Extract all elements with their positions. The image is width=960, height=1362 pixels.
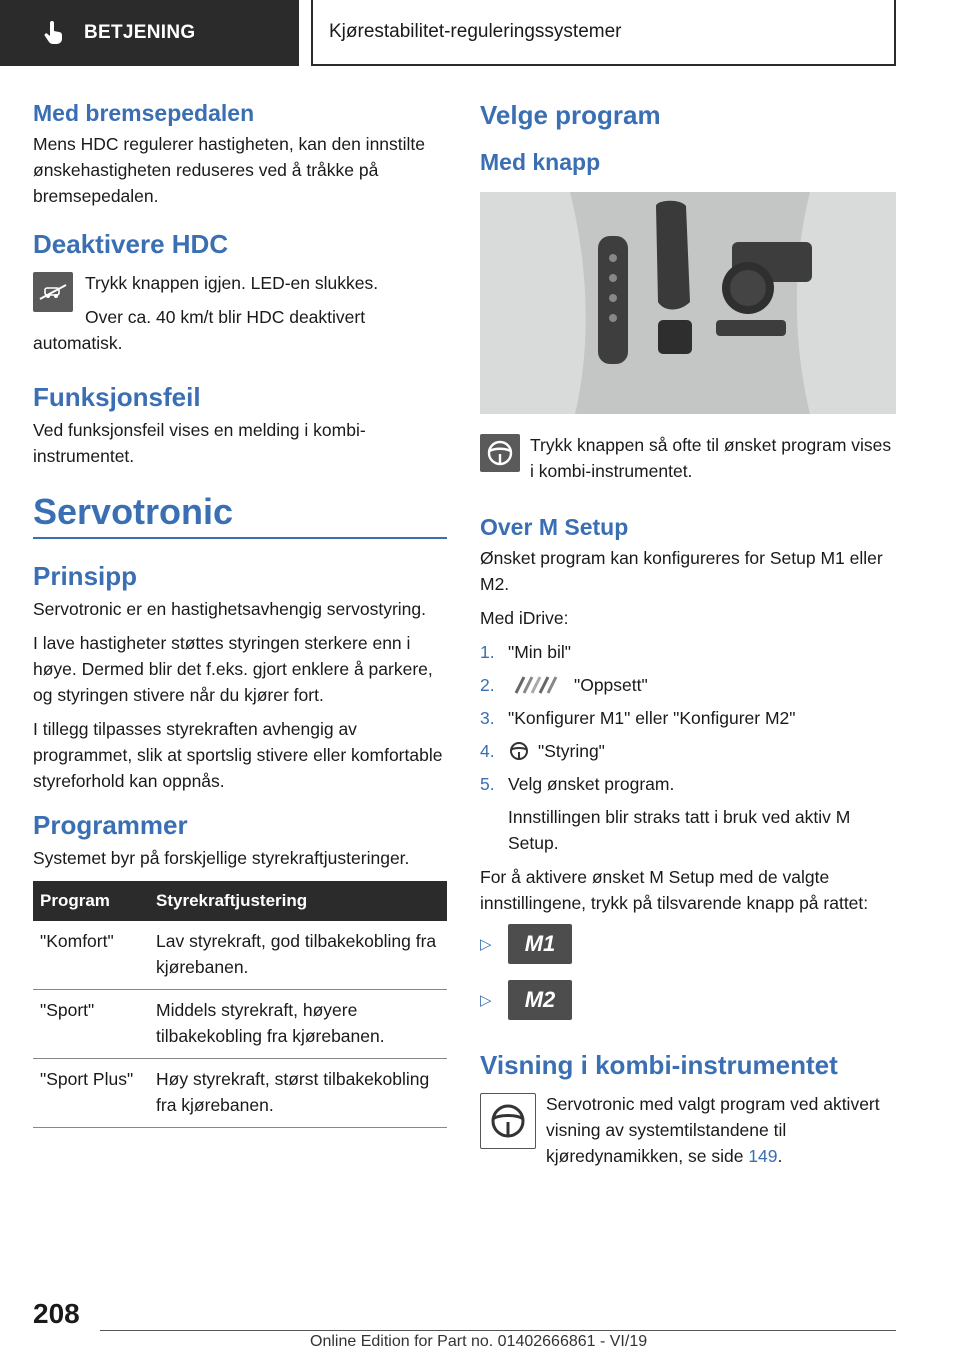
idrive-label: Med iDrive: xyxy=(480,608,569,628)
steering-wheel-icon xyxy=(480,434,520,472)
m1-button-icon: M1 xyxy=(508,924,572,964)
steering-wheel-small-icon xyxy=(508,741,530,761)
principle-p2: I lave hastigheter støttes styringen sterkere enn i høye. Dermed blir det f.eks. gjort enklere å parkere, og styringen stivere når du kjører fort. xyxy=(33,633,433,705)
list-item: 4. "Styring" xyxy=(480,741,605,761)
msetup-heading: Over M Setup xyxy=(480,514,629,540)
step5-note: Innstillingen blir straks tatt i bruk ved aktiv M Setup. xyxy=(508,807,851,853)
edition-text: Online Edition for Part no. 01402666861 - VI/19 xyxy=(310,1333,648,1350)
msetup-text: Ønsket program kan konfigureres for Setup M1 eller M2. xyxy=(480,548,883,594)
list-item: 5. Velg ønsket program. xyxy=(480,774,675,794)
programs-table xyxy=(33,881,447,1128)
display-text: Servotronic med valgt program ved aktivert visning av systemtilstandene til kjøredynamikken, se side 149. xyxy=(546,1094,880,1166)
fault-heading: Funksjonsfeil xyxy=(33,382,201,412)
table-row xyxy=(33,990,447,1059)
programs-heading: Programmer xyxy=(33,810,188,840)
m1-item: ▷ M1 xyxy=(480,924,896,964)
program-cell: "Sport Plus" xyxy=(33,1059,149,1128)
program-cell: "Sport" xyxy=(33,990,149,1059)
button-text: Trykk knappen så ofte til ønsket program vises i kombi-instrumentet. xyxy=(530,435,892,481)
with-button-heading: Med knapp xyxy=(480,149,601,175)
desc-cell: Middels styrekraft, høyere tilbakekobling fra kjørebanen. xyxy=(149,990,447,1059)
principle-p3: I tillegg tilpasses styrekraften avhengig av programmet, slik at sportslig stivere eller komfortable styreforhold kan oppnås. xyxy=(33,719,443,791)
desc-cell: Høy styrekraft, størst tilbakekobling fra kjørebanen. xyxy=(149,1059,447,1128)
steering-wheel-display-icon xyxy=(480,1093,536,1149)
hdc-icon xyxy=(33,272,73,312)
section-title: BETJENING xyxy=(84,22,196,43)
page-link[interactable]: 149 xyxy=(748,1146,778,1166)
page-header xyxy=(0,0,960,66)
table-row xyxy=(33,1059,447,1128)
fault-text: Ved funksjonsfeil vises en melding i kombi-instrumentet. xyxy=(33,420,366,466)
center-console-photo xyxy=(480,192,896,414)
hand-pointer-icon xyxy=(44,21,64,45)
console-illustration xyxy=(480,192,896,414)
table-row xyxy=(33,921,447,990)
col-header-steering: Styrekraftjustering xyxy=(149,881,447,921)
m2-item: ▷ M2 xyxy=(480,980,896,1020)
right-column xyxy=(480,100,896,1177)
deactivate-text-1: Trykk knappen igjen. LED-en slukkes. xyxy=(85,273,379,293)
chapter-title: Kjørestabilitet-reguleringssystemer xyxy=(329,21,622,42)
desc-cell: Lav styrekraft, god tilbakekobling fra kjørebanen. xyxy=(149,921,447,990)
settings-stripes-icon xyxy=(510,675,564,695)
servotronic-title: Servotronic xyxy=(33,491,447,539)
display-heading: Visning i kombi-instrumentet xyxy=(480,1050,838,1080)
chapter-box xyxy=(311,0,896,66)
m2-button-icon: M2 xyxy=(508,980,572,1020)
brake-heading: Med bremsepedalen xyxy=(33,100,255,126)
col-header-program: Program xyxy=(33,881,149,921)
principle-p1: Servotronic er en hastighetsavhengig servostyring. xyxy=(33,599,426,619)
idrive-steps xyxy=(480,639,896,797)
brake-text: Mens HDC regulerer hastigheten, kan den innstilte ønskehastigheten reduseres ved å tråkke på bremsepedalen. xyxy=(33,134,426,206)
list-item: 1. "Min bil" xyxy=(480,642,571,662)
section-tab xyxy=(0,0,299,66)
deactivate-heading: Deaktivere HDC xyxy=(33,229,229,259)
principle-heading: Prinsipp xyxy=(33,561,138,591)
select-program-heading: Velge program xyxy=(480,100,661,130)
activate-text: For å aktivere ønsket M Setup med de valgte innstillingene, trykk på tilsvarende knapp på rattet: xyxy=(480,867,869,913)
list-item: 3. "Konfigurer M1" eller "Konfigurer M2" xyxy=(480,708,796,728)
left-column xyxy=(33,100,447,1128)
footer-divider xyxy=(100,1330,896,1331)
program-cell: "Komfort" xyxy=(33,921,149,990)
programs-text: Systemet byr på forskjellige styrekraftjusteringer. xyxy=(33,848,410,868)
list-item: 2. "Oppsett" xyxy=(480,675,648,695)
deactivate-text-2: Over ca. 40 km/t blir HDC deaktivert automatisk. xyxy=(33,307,366,353)
page-number: 208 xyxy=(33,1298,80,1329)
